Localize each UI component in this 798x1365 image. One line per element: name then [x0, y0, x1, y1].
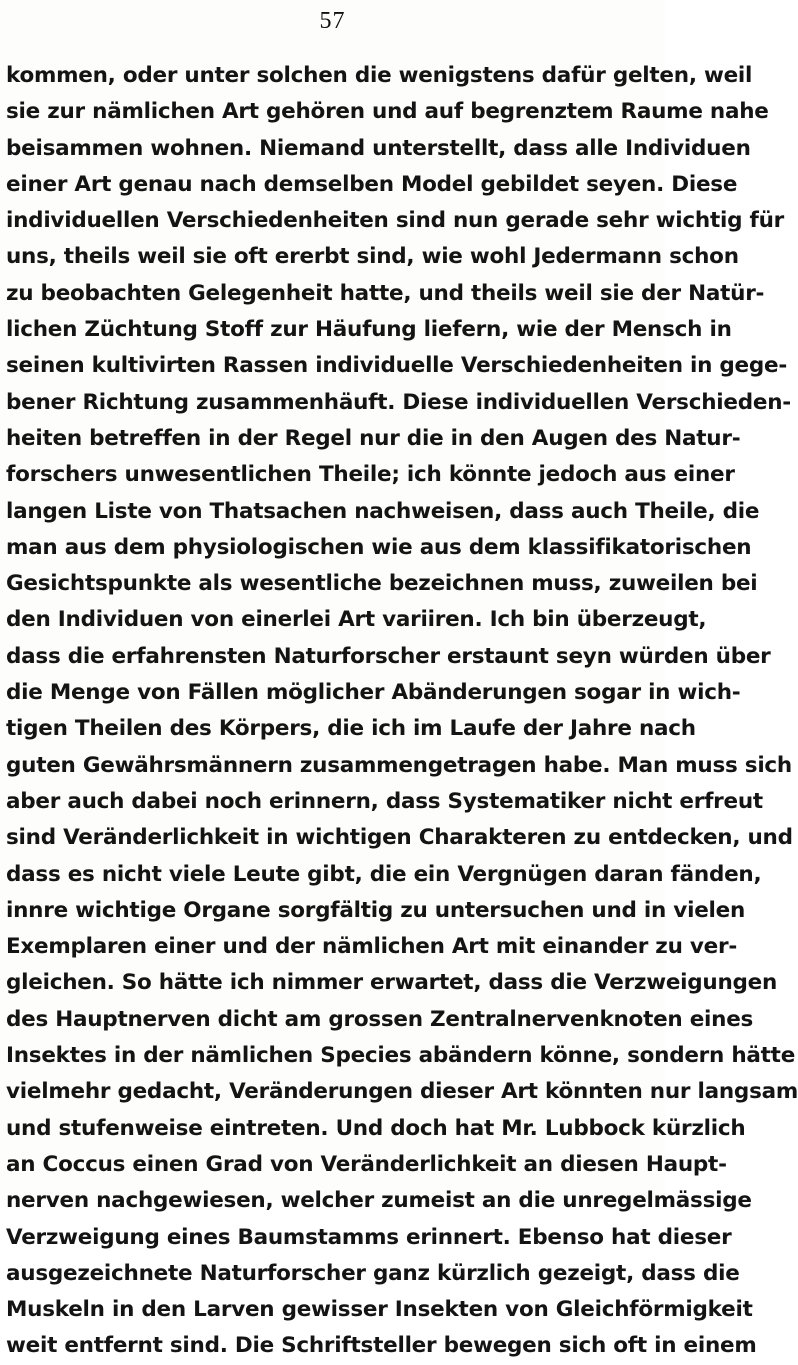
text-line: aber auch dabei noch erinnern, dass Systematiker nicht erfreut — [6, 788, 763, 814]
text-line: Exemplaren einer und der nämlichen Art mit einander zu ver- — [6, 934, 737, 960]
text-line: nerven nachgewiesen, welcher zumeist an die unregelmässige — [6, 1188, 752, 1214]
text-line: langen Liste von Thatsachen nachweisen, dass auch Theile, die — [6, 498, 760, 524]
text-line: dass es nicht viele Leute gibt, die ein Vergnügen daran fänden, — [6, 861, 762, 887]
text-line: und stufenweise eintreten. Und doch hat Mr. Lubbock kürzlich — [6, 1115, 746, 1141]
body-text — [6, 58, 798, 1365]
text-line: innre wichtige Organe sorgfältig zu untersuchen und in vielen — [6, 897, 746, 923]
text-line: bener Richtung zusammenhäuft. Diese individuellen Verschieden- — [6, 389, 791, 415]
text-line: den Individuen von einerlei Art variiren. Ich bin überzeugt, — [6, 607, 707, 633]
text-line: tigen Theilen des Körpers, die ich im Laufe der Jahre nach — [6, 716, 696, 742]
text-line: dass die erfahrensten Naturforscher erstaunt seyn würden über — [6, 643, 771, 669]
text-line: gleichen. So hätte ich nimmer erwartet, dass die Verzweigungen — [6, 970, 778, 996]
text-line: zu beobachten Gelegenheit hatte, und theils weil sie der Natür- — [6, 280, 765, 306]
text-line: lichen Züchtung Stoff zur Häufung liefern, wie der Mensch in — [6, 317, 732, 343]
text-line: weit entfernt sind. Die Schriftsteller bewegen sich oft in einem — [6, 1333, 757, 1359]
page-number: 57 — [319, 8, 346, 34]
text-line: die Menge von Fällen möglicher Abänderungen sogar in wich- — [6, 680, 741, 706]
text-line: man aus dem physiologischen wie aus dem klassifikatorischen — [6, 534, 752, 560]
text-line: uns, theils weil sie oft ererbt sind, wie wohl Jedermann schon — [6, 244, 739, 270]
text-line: einer Art genau nach demselben Model gebildet seyen. Diese — [6, 171, 738, 197]
text-line: guten Gewährsmännern zusammengetragen habe. Man muss sich — [6, 752, 792, 778]
text-line: individuellen Verschiedenheiten sind nun gerade sehr wichtig für — [6, 208, 784, 234]
text-line: seinen kultivirten Rassen individuelle Verschiedenheiten in gege- — [6, 353, 788, 379]
text-line: sind Veränderlichkeit in wichtigen Charakteren zu entdecken, und — [6, 825, 793, 851]
text-line: kommen, oder unter solchen die wenigstens dafür gelten, weil — [6, 63, 753, 88]
text-line: beisammen wohnen. Niemand unterstellt, dass alle Individuen — [6, 135, 751, 161]
text-line: ausgezeichnete Naturforscher ganz kürzlich gezeigt, dass die — [6, 1260, 740, 1286]
text-line: heiten betreffen in der Regel nur die in den Augen des Natur- — [6, 425, 741, 451]
text-line: an Coccus einen Grad von Veränderlichkeit an diesen Haupt- — [6, 1151, 727, 1177]
text-line: Gesichtspunkte als wesentliche bezeichnen muss, zuweilen bei — [6, 571, 758, 597]
text-line: des Hauptnerven dicht am grossen Zentralnervenknoten eines — [6, 1006, 754, 1032]
text-line: forschers unwesentlichen Theile; ich könnte jedoch aus einer — [6, 462, 735, 488]
text-line: Verzweigung eines Baumstamms erinnert. Ebenso hat dieser — [6, 1224, 732, 1250]
text-line: Insektes in der nämlichen Species abändern könne, sondern hätte — [6, 1043, 796, 1069]
text-line: sie zur nämlichen Art gehören und auf begrenztem Raume nahe — [6, 99, 769, 125]
text-line: vielmehr gedacht, Veränderungen dieser Art könnten nur langsam — [6, 1079, 798, 1105]
text-line: Muskeln in den Larven gewisser Insekten von Gleichförmigkeit — [6, 1297, 753, 1323]
